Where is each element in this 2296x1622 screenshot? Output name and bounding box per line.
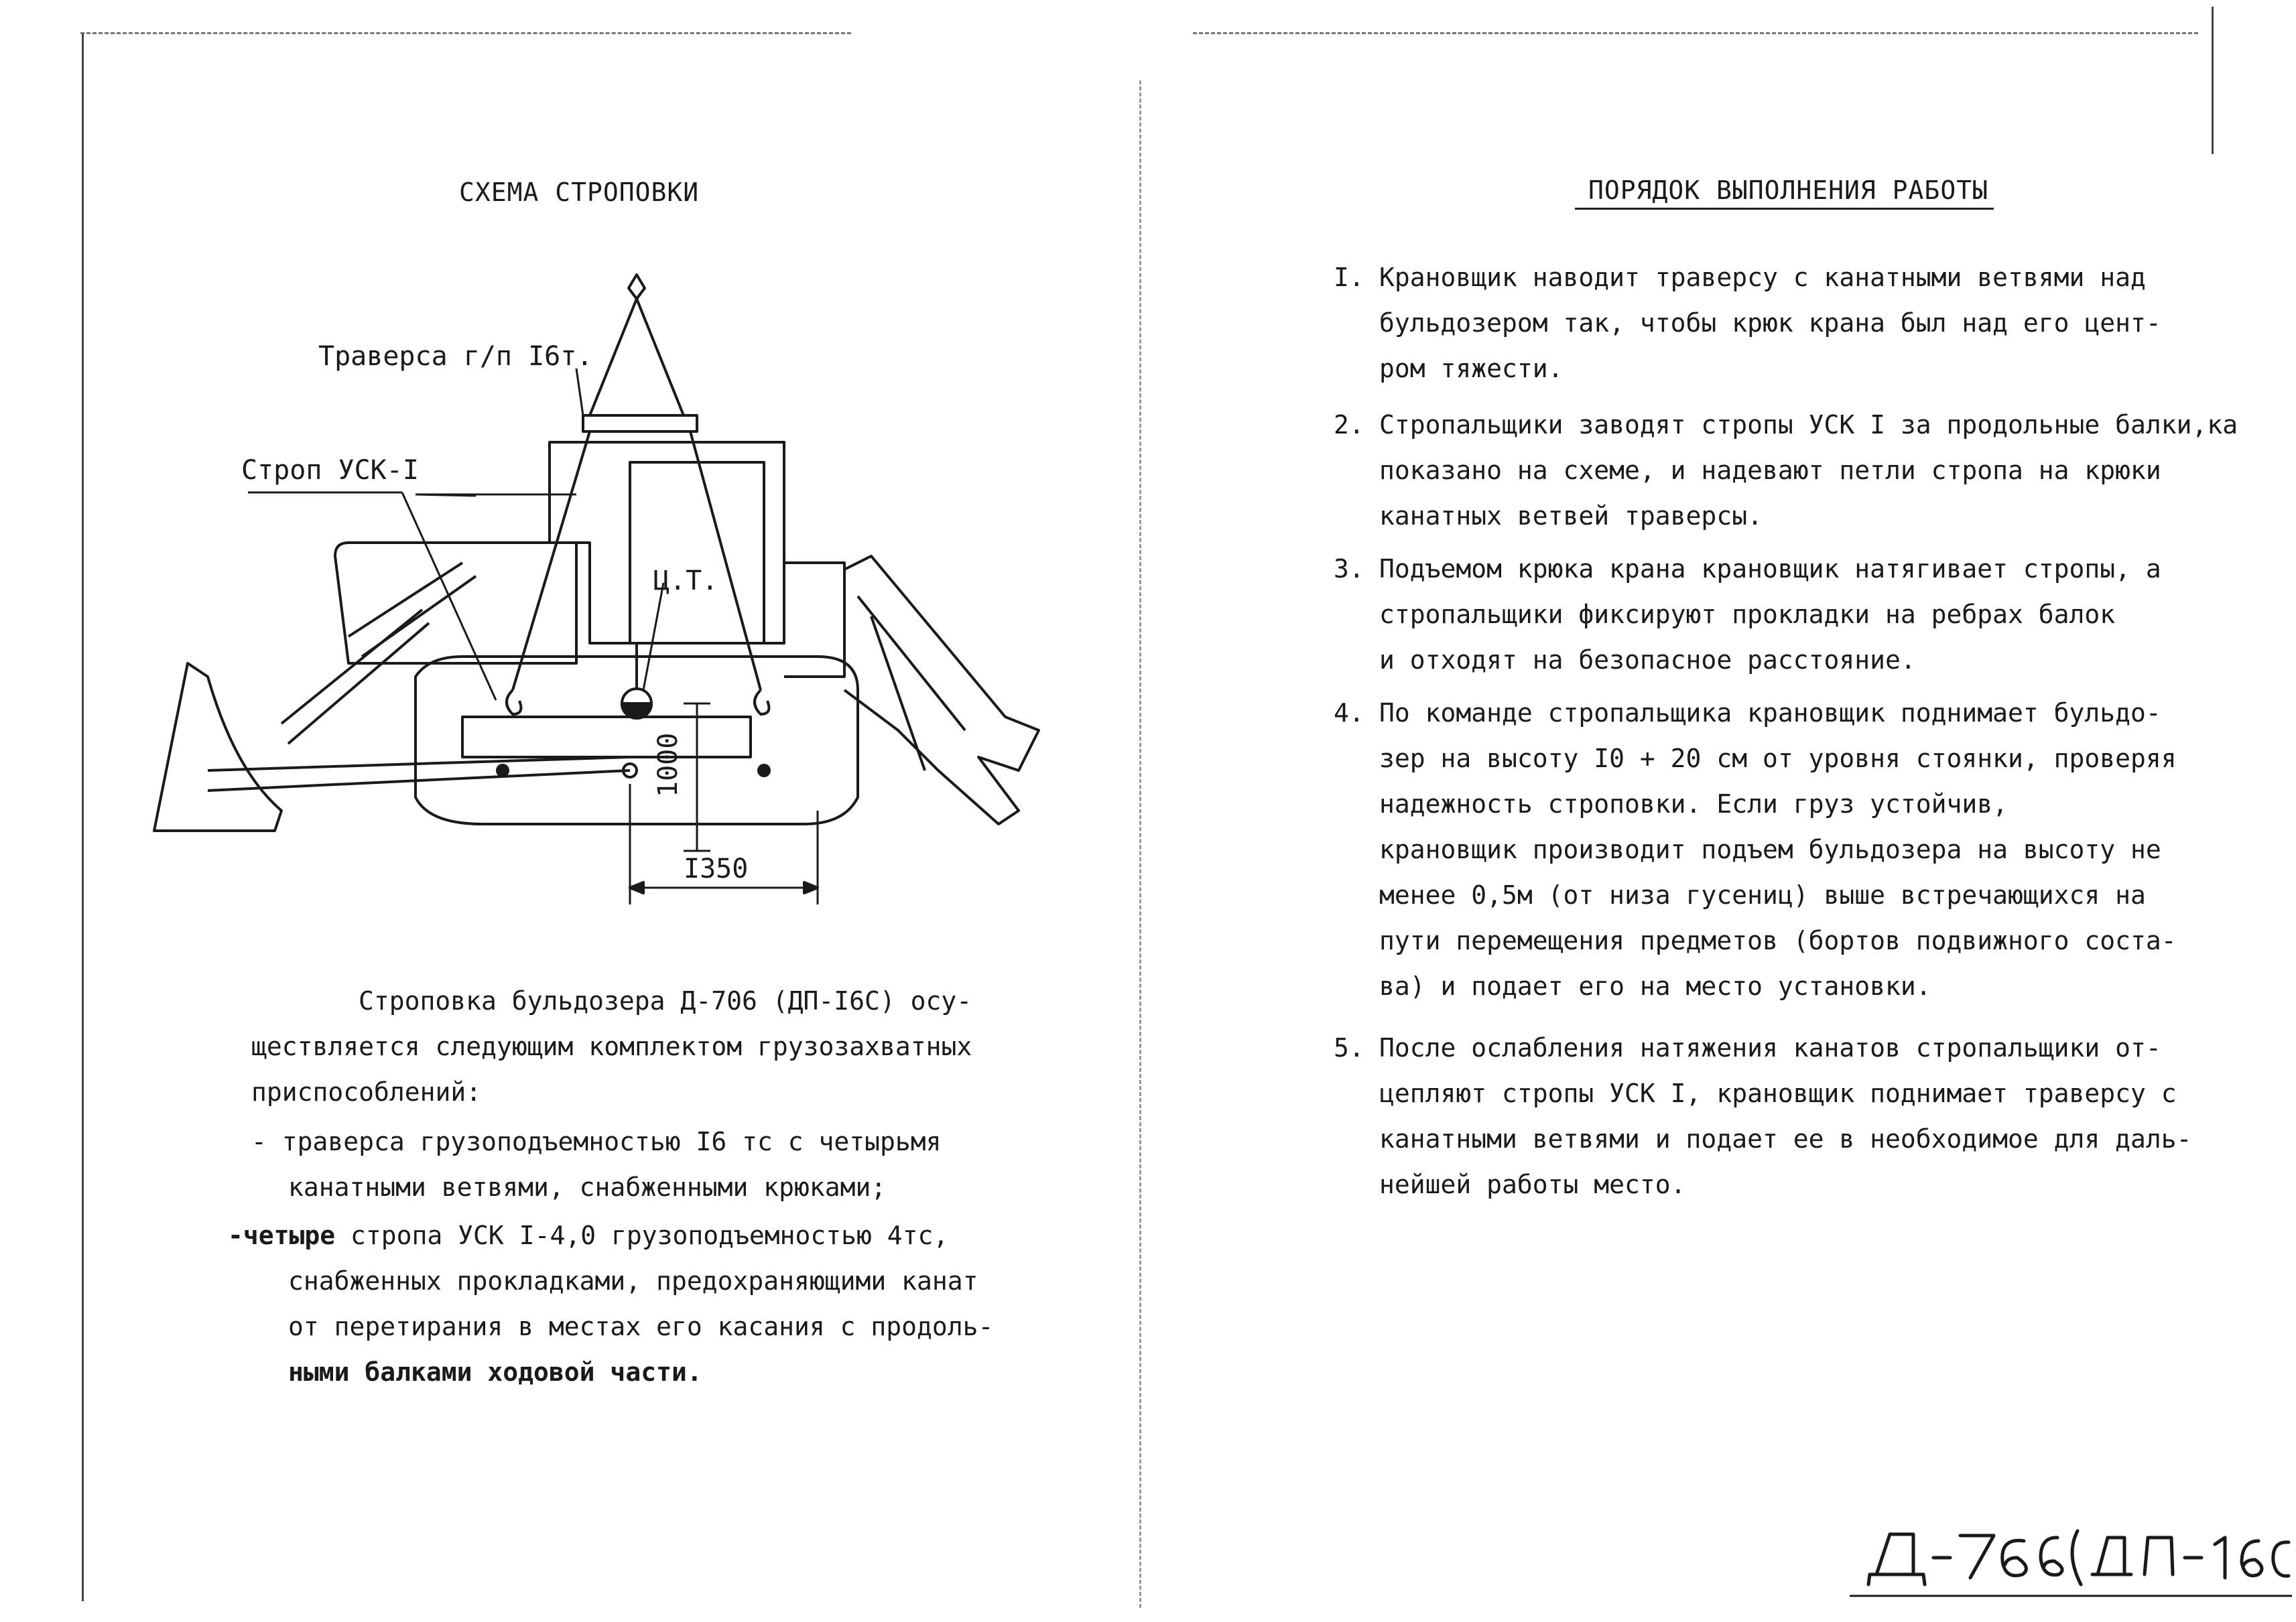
step-2-line: Стропальщики заводят стропы УСК I за продольные балки,ка (1379, 410, 2238, 440)
scheme-title: СХЕМА СТРОПОВКИ (459, 178, 700, 207)
step-3 (1334, 546, 2272, 683)
bullet-1-line-2: канатными ветвями, снабженными крюками; (288, 1172, 887, 1202)
step-5-line: После ослабления натяжения канатов стропальщики от- (1379, 1033, 2161, 1063)
step-1-number: I. (1334, 263, 1364, 292)
step-4-line: пути перемещения предметов (бортов подвижного соста- (1379, 926, 2177, 955)
handwritten-document-code (1850, 1521, 2292, 1601)
slinging-scheme-diagram (147, 261, 1099, 931)
cab (550, 442, 784, 643)
bullet-slings (228, 1213, 993, 1395)
crane-hook (629, 275, 645, 299)
traverse-beam (583, 415, 697, 431)
step-2 (1334, 402, 2285, 539)
bullet-2-line-2: снабженных прокладками, предохраняющими канат (288, 1266, 978, 1296)
intro-line-3: приспособлений: (251, 1077, 482, 1107)
step-3-line: Подъемом крюка крана крановщик натягивает стропы, а (1379, 554, 2161, 584)
step-4 (1334, 690, 2272, 1009)
step-5-number: 5. (1334, 1033, 1364, 1063)
step-4-line: крановщик производит подъем бульдозера на высоту не (1379, 835, 2161, 864)
step-5 (1334, 1025, 2272, 1207)
bullet-2-line-3: от перетирания в местах его касания с продоль- (288, 1312, 994, 1341)
step-3-line: стропальщики фиксируют прокладки на ребрах балок (1379, 600, 2116, 629)
label-traverse: Траверса г/п I6т. (318, 341, 593, 372)
procedure-title-underline (1575, 208, 1994, 210)
step-2-line: показано на схеме, и надевают петли стропа на крюки (1379, 456, 2161, 485)
step-4-line: По команде стропальщика крановщик поднимает бульдо- (1379, 698, 2161, 728)
dozer-blade (154, 663, 281, 831)
bullet-2-line-4: ными балками ходовой части. (288, 1357, 702, 1387)
left-page (0, 0, 1139, 1622)
label-center-of-gravity: Ц.Т. (653, 565, 718, 596)
step-1-line: бульдозером так, чтобы крюк крана был над его цент- (1379, 308, 2161, 338)
step-1-line: ром тяжести. (1379, 354, 1564, 383)
label-distance-1350: I350 (684, 854, 749, 884)
bullet-2-lead: -четыре (228, 1221, 336, 1250)
bullet-1-line-1: - траверса грузоподъемностью I6 тс с четырьмя (251, 1127, 942, 1156)
label-sling: Строп УСК-I (241, 455, 419, 486)
step-4-line: ва) и подает его на место установки. (1379, 971, 1931, 1001)
step-4-line: зер на высоту I0 + 20 см от уровня стоянки, проверяя (1379, 744, 2177, 773)
step-5-line: канатными ветвями и подает ее в необходимое для даль- (1379, 1124, 2192, 1154)
step-3-number: 3. (1334, 554, 1364, 584)
intro-line-2: ществляется следующим комплектом грузозахватных (251, 1032, 972, 1061)
step-4-line: надежность строповки. Если груз устойчив, (1379, 789, 2008, 819)
step-2-line: канатных ветвей траверсы. (1379, 501, 1763, 531)
step-3-line: и отходят на безопасное расстояние. (1379, 645, 1916, 675)
bullet-2-rest: стропа УСК I-4,0 грузоподъемностью 4тс, (335, 1221, 949, 1250)
right-page (1139, 0, 2296, 1622)
intro-line-1: Строповка бульдозера Д-706 (ДП-I6С) осу- (359, 986, 972, 1016)
step-5-line: нейшей работы место. (1379, 1170, 1686, 1199)
label-height-1000: 1000 (653, 732, 684, 797)
step-4-line: менее 0,5м (от низа гусениц) выше встречающихся на (1379, 880, 2146, 910)
ripper (844, 556, 1039, 824)
longitudinal-beam (462, 717, 751, 757)
step-5-line: цепляют стропы УСК I, крановщик поднимает траверсу с (1379, 1079, 2177, 1108)
step-2-number: 2. (1334, 410, 1364, 440)
bullet-traverse (251, 1119, 942, 1210)
step-1 (1334, 255, 2272, 391)
intro-paragraph (251, 978, 972, 1115)
step-4-number: 4. (1334, 698, 1364, 728)
procedure-title: ПОРЯДОК ВЫПОЛНЕНИЯ РАБОТЫ (1588, 176, 1988, 205)
step-1-line: Крановщик наводит траверсу с канатными ветвями над (1379, 263, 2146, 292)
